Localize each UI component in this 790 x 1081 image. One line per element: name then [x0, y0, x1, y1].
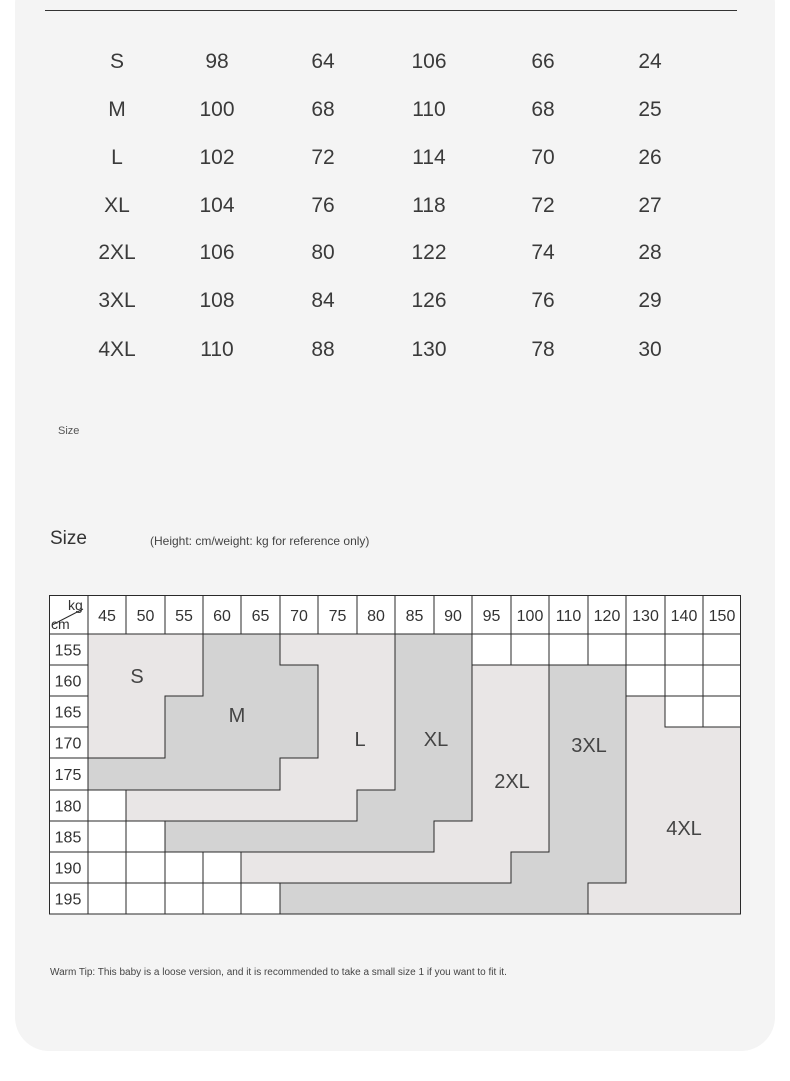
empty-cell — [549, 634, 588, 665]
empty-cell — [626, 665, 665, 696]
measurement-value: 80 — [311, 241, 335, 264]
weight-header: 140 — [670, 608, 698, 625]
measurement-value: 118 — [412, 194, 446, 217]
empty-cell — [126, 821, 165, 852]
corner-cm: cm — [51, 616, 70, 632]
empty-cell — [511, 634, 549, 665]
size-chart-note: (Height: cm/weight: kg for reference only) — [150, 534, 370, 548]
size-chart-grid — [49, 595, 741, 915]
measurement-value: 110 — [412, 98, 446, 121]
measurement-value: 100 — [199, 98, 235, 121]
measurement-value: 26 — [638, 146, 662, 169]
weight-header: 150 — [708, 608, 736, 625]
measurement-value: 108 — [199, 289, 235, 312]
measurement-value: 130 — [411, 338, 447, 361]
measurement-value: 64 — [311, 50, 335, 73]
measurement-value: 84 — [311, 289, 335, 312]
size-label: 3XL — [98, 289, 136, 312]
size-chart-title: Size — [50, 528, 87, 549]
height-header: 155 — [54, 642, 82, 660]
measurement-value: 68 — [311, 98, 335, 121]
measurement-row — [0, 146, 790, 176]
empty-cell — [88, 852, 126, 883]
zone-label: 2XL — [494, 771, 530, 793]
measurement-value: 24 — [638, 50, 662, 73]
measurement-row — [0, 241, 790, 271]
zone-label: XL — [423, 729, 449, 751]
size-label: L — [111, 146, 123, 169]
height-header: 190 — [54, 860, 82, 878]
size-label: 2XL — [98, 241, 136, 264]
measurement-value: 102 — [199, 146, 235, 169]
measurement-value: 88 — [311, 338, 335, 361]
weight-header: 65 — [251, 608, 270, 625]
empty-cell — [703, 665, 741, 696]
empty-cell — [126, 883, 165, 914]
empty-cell — [703, 696, 741, 727]
measurement-row — [0, 50, 790, 80]
empty-cell — [165, 883, 203, 914]
measurement-row — [0, 338, 790, 368]
measurement-value: 25 — [638, 98, 662, 121]
empty-cell — [88, 790, 126, 821]
height-header: 185 — [54, 829, 82, 847]
empty-cell — [703, 634, 741, 665]
height-header: 195 — [54, 891, 82, 909]
measurement-value: 106 — [199, 241, 235, 264]
empty-cell — [665, 696, 703, 727]
height-header: 165 — [54, 704, 82, 722]
measurement-value: 78 — [531, 338, 555, 361]
weight-header: 100 — [516, 608, 544, 625]
warm-tip: Warm Tip: This baby is a loose version, and it is recommended to take a small size 1 if you want to fit it. — [50, 967, 507, 978]
empty-cell — [203, 852, 241, 883]
weight-header: 85 — [405, 608, 424, 625]
measurement-value: 72 — [311, 146, 335, 169]
measurement-value: 66 — [531, 50, 555, 73]
empty-cell — [88, 821, 126, 852]
weight-header: 130 — [632, 608, 659, 625]
height-header: 170 — [54, 735, 82, 753]
empty-cell — [203, 883, 241, 914]
height-header: 160 — [54, 673, 82, 691]
measurement-value: 74 — [531, 241, 555, 264]
empty-cell — [626, 634, 665, 665]
empty-cell — [165, 852, 203, 883]
zone-label: L — [354, 729, 366, 751]
weight-header: 90 — [444, 608, 462, 625]
zone-label: 4XL — [666, 818, 702, 840]
empty-cell — [241, 883, 280, 914]
measurement-row — [0, 194, 790, 224]
weight-header: 45 — [98, 608, 116, 625]
empty-cell — [472, 634, 511, 665]
measurement-row — [0, 98, 790, 128]
empty-cell — [588, 634, 626, 665]
measurement-value: 110 — [200, 338, 234, 361]
size-label: M — [108, 98, 126, 121]
measurement-value: 76 — [311, 194, 335, 217]
size-caption: Size — [58, 425, 80, 437]
zone-label: M — [228, 705, 246, 727]
weight-header: 60 — [213, 608, 231, 625]
measurement-value: 28 — [638, 241, 662, 264]
empty-cell — [88, 883, 126, 914]
size-label: 4XL — [98, 338, 136, 361]
size-label: XL — [104, 194, 130, 217]
measurement-value: 126 — [411, 289, 447, 312]
weight-header: 50 — [136, 608, 155, 625]
zone-label: S — [130, 666, 144, 688]
measurement-value: 114 — [412, 146, 446, 169]
measurement-value: 106 — [411, 50, 447, 73]
corner-kg: kg — [68, 597, 83, 613]
size-label: S — [109, 50, 125, 73]
height-header: 175 — [54, 767, 82, 784]
divider-line — [45, 10, 737, 11]
weight-header: 70 — [290, 608, 308, 625]
weight-header: 55 — [175, 608, 193, 625]
weight-header: 95 — [482, 608, 501, 625]
measurement-value: 29 — [638, 289, 662, 312]
measurement-value: 72 — [531, 194, 555, 217]
empty-cell — [126, 852, 165, 883]
measurement-value: 122 — [411, 241, 447, 264]
weight-header: 75 — [328, 608, 347, 625]
measurement-value: 70 — [531, 146, 555, 169]
measurement-value: 104 — [199, 194, 235, 217]
weight-header: 80 — [367, 608, 385, 625]
measurement-value: 30 — [638, 338, 662, 361]
measurement-value: 98 — [205, 50, 229, 73]
empty-cell — [665, 634, 703, 665]
zone-label: 3XL — [571, 735, 607, 757]
measurement-value: 68 — [531, 98, 555, 121]
height-header: 180 — [54, 798, 82, 816]
weight-header: 110 — [555, 608, 582, 625]
measurement-row — [0, 289, 790, 319]
measurement-value: 76 — [531, 289, 555, 312]
measurement-value: 27 — [638, 194, 662, 217]
weight-header: 120 — [593, 608, 621, 625]
empty-cell — [665, 665, 703, 696]
